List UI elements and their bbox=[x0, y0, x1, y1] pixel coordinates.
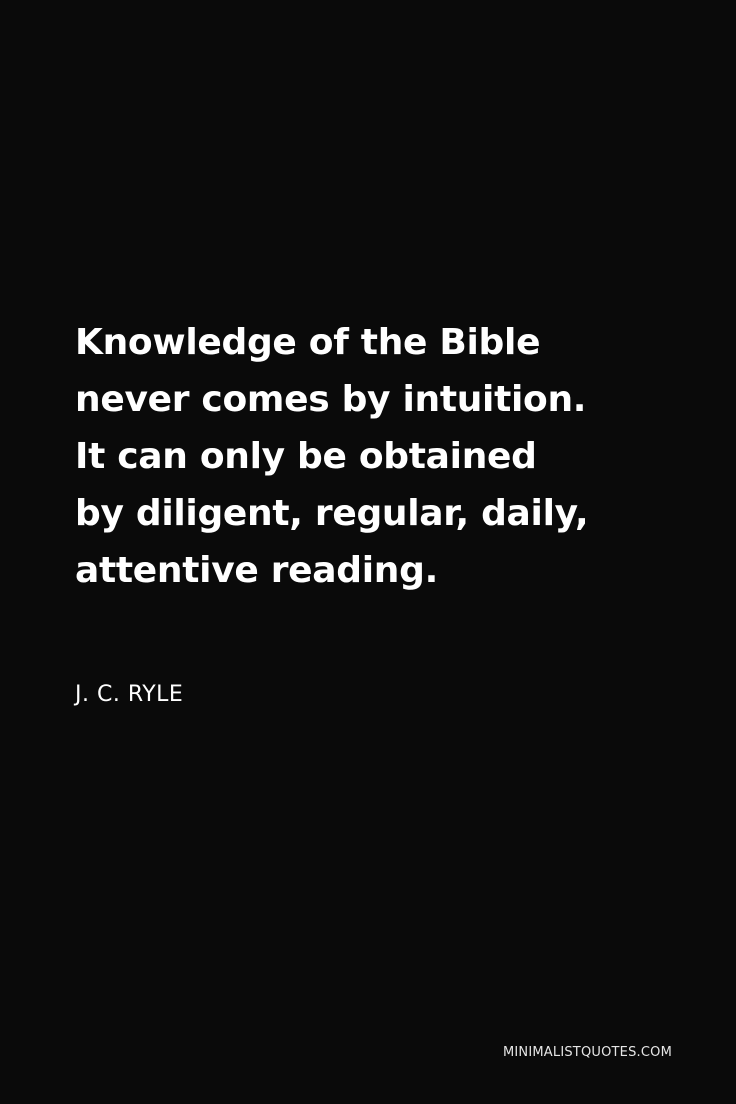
quote-line: attentive reading. bbox=[75, 550, 438, 591]
quote-line: Knowledge of the Bible bbox=[75, 322, 541, 363]
site-watermark: MINIMALISTQUOTES.COM bbox=[502, 1045, 672, 1060]
quote-author: J. C. RYLE bbox=[75, 682, 184, 707]
quote-line: It can only be obtained bbox=[75, 436, 537, 477]
quote-line: by diligent, regular, daily, bbox=[75, 493, 589, 534]
quote-text bbox=[75, 314, 695, 599]
quote-line: never comes by intuition. bbox=[75, 379, 587, 420]
